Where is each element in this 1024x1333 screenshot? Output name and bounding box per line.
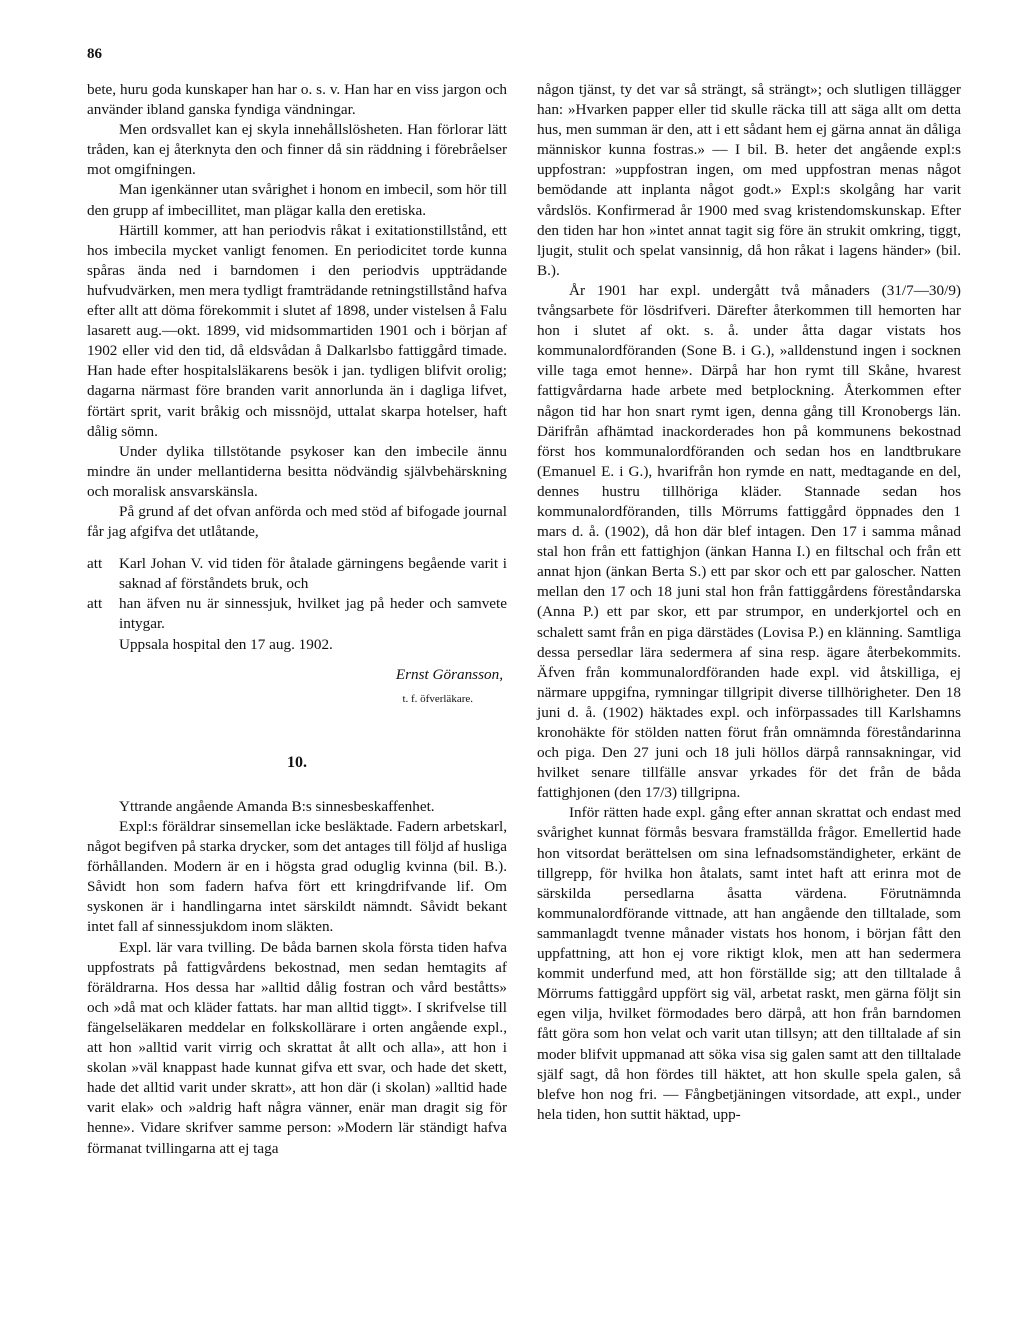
conclusion-att: att xyxy=(87,555,103,573)
conclusion-item xyxy=(87,554,507,594)
paragraph: bete, huru goda kunskaper han har o. s. v. Han har en viss jargon och använder ibland ganska fyndiga vändningar. xyxy=(87,81,507,119)
paragraph: Expl. lär vara tvilling. De båda barnen skola första tiden hafva uppfostrats på fattigvårdens bekostnad, men sedan hemtagits af föräldrarna. Hos dessa har »alltid dålig fostran och vård beståtts» och »då mat och kläder fattats. har man alltid tiggt». I skrifvelse till fängelseläkaren meddelar en folkskollärare i orten angående expl., att hon »alltid varit virrig och skrattat åt allt och alla», att hon i skolan »väl knappast hade kunnat gifva ett svar, och hade det skett, hade det alltid varit under skratt», att hon där (i skolan) »alltid hade varit elak» och »aldrig haft några vänner, enär man dragit sig för henne». Vidare skrifver samme person: »Modern lär ständigt hafva förmanat tvillingarna att ej taga xyxy=(87,938,507,1157)
paragraph: På grund af det ofvan anförda och med stöd af bifogade journal får jag afgifva det utlåtande, xyxy=(87,502,507,541)
paragraph: Expl:s föräldrar sinsemellan icke besläktade. Fadern arbetskarl, något begifven på starka drycker, som det antages till följd af husliga förhållanden. Modern är en i högsta grad oduglig kvinna (bil. B.). Såvidt hon som fadern hafva fört ett kringdrifvande lif. Om syskonen är i handlingarna intet särskildt nämndt. Såvidt bekant intet fall af sinnessjukdom inom släkten. xyxy=(87,818,507,936)
paragraph: Man igenkänner utan svårighet i honom en imbecil, som hör till den grupp af imbecillitet, man plägar kalla den eretiska. xyxy=(87,181,507,219)
paragraph: Inför rätten hade expl. gång efter annan skrattat och endast med svårighet kunnat förmås besvara framställda frågor. Emellertid hade hon vitsordat berättelsen om sina lefnadsomständigheter, erkänt de tillgrepp, för hvilka hon åtalats, samt intet haft att erinra mot de särskilda persedlarna åsatta värdena. Förutnämnda kommunalordförande vittnade, att han angående den tilltalade, som sammanlagdt tvenne månader vistats hos honom, i början fått den uppfattning, att hon ej vore riktigt klok, men att han sedermera kommit underfund med, att hon förställde sig; att den tilltalade å Mörrums fattiggård uppfört sig väl, arbetat raskt, men gärna följt sin egen vilja, hvilket förmodades bero därpå, att hon från barndomen fått göra som hon velat och varit utan tillsyn; att den tilltalade af sin moder blifvit uppmanad att söka visa sig galen samt att den tilltalade själf sagt, då hon fördes till häktet, att hon skulle spela galen, så blefve hon nog fri. — Fångbetjäningen vitsordade, att expl., under hela tiden, hon suttit häktad, upp- xyxy=(537,804,961,1123)
signature xyxy=(87,665,507,709)
place-date: Uppsala hospital den 17 aug. 1902. xyxy=(119,635,333,653)
paragraph: År 1901 har expl. undergått två månaders (31/7—30/9) tvångsarbete för lösdrifveri. Därefter återkommen till hemorten har hon i slutet af okt. s. å. under åtta dagar vistats hos kommunalordföranden (Sone B. i G.), »alldenstund ingen i socknen ville taga emot henne». Därpå har hon rymt till Skåne, hvarest fattigvårdarna hade arbete med betplockning. Återkommen efter någon tid har hon snart rymt igen, denna gång till Kronobergs län. Därifrån afhämtad inackorderades hon på kommunens bekostnad först hos kommunalordföranden och sedan hos en landtbrukare (Emanuel E. i G.), hvarifrån hon rymde en natt, medtagande en del, dennes hustru tillhöriga kläder. Stannade sedan hos kommunalordföranden, tills Mörrums fattiggård öppnades den 1 mars d. å. (1902), då hon där blef intagen. Den 17 i samma månad stal hon från ett fattighjon (änkan Hanna I.) en filtschal och från ett annat hjon (änkan Berta S.) ett par skor och ett par galoscher. Natten mellan den 17 och 18 juni stal hon från fattiggårdens föreståndarska (Anna P.) ett par skor, ett par strumpor, en underkjortel och en schalett samt från en piga därstädes (Lovisa P.) en klänning. Samtliga dessa persedlar lära sedermera af sina resp. ägare återbekommits. Äfven från kommunalordföranden hade expl. vid åtskilliga, ej närmare uppgifna, rymningar tillgripit diverse tillhörigheter. Den 18 juni d. å. (1902) häktades expl. och införpassades till Karlshamns kronohäkte för stölden natten förut från omnämnda föreståndarinna och piga. Den 27 juni och 18 juli höllos därpå rannsakningar, vid hvilket senare tillfälle ansvar yrkades för det från de båda fattighjonen (den 17/3) tillgripna. xyxy=(537,281,961,802)
conclusion-att: att xyxy=(87,595,103,613)
case-number: 10. xyxy=(287,753,307,771)
conclusion-text: han äfven nu är sinnessjuk, hvilket jag på heder och samvete intygar. xyxy=(119,595,507,633)
signature-title: t. f. öfverläkare. xyxy=(402,692,473,705)
page-number: 86 xyxy=(87,46,102,62)
signature-name: Ernst Göransson, xyxy=(395,665,503,683)
conclusion-item xyxy=(87,594,507,634)
conclusion-text: Karl Johan V. vid tiden för åtalade gärningens begående varit i saknad af förståndets bruk, och xyxy=(119,555,507,593)
right-column xyxy=(537,80,961,1125)
left-column xyxy=(87,80,507,1159)
paragraph: Under dylika tillstötande psykoser kan den imbecile ännu mindre än under mellantiderna besitta nödvändig självbehärskning och moralisk ansvarskänsla. xyxy=(87,442,507,500)
paragraph: Härtill kommer, att han periodvis råkat i exitationstillstånd, ett hos imbecila mycket vanligt fenomen. En periodicitet torde kunna spåras ända ned i barndomen i den periodvis uppträdande hufvudvärken, men mera tydligt framträdande retningstillstånd hafva efter allt att döma förekommit i slutet af 1898, under vistelsen å Falu lasarett aug.—okt. 1899, vid midsommartiden 1901 och i början af 1902 eller vid den tid, då eldsvådan å Dalkarlsbo fattiggård timade. Han hade efter hospitalsläkarens besök i jan. tydligen blifvit orolig; dagarna närmast före branden varit annorlunda än i dagliga lifvet, förtärt sprit, varit bråkig och missnöjd, uttalat skarpa hotelser, haft dålig sömn. xyxy=(87,221,507,440)
paragraph: någon tjänst, ty det var så strängt, så strängt»; och slutligen tillägger han: »Hvarken papper eller tid skulle räcka till att säga allt om detta hus, men summan är den, att i ett sådant hem ej gärna annat än dåliga människor kunna fostras.» — I bil. B. heter det angående expl:s uppfostran: »uppfostran ingen, om med uppfostran menas något bemödande att inplanta något godt.» Expl:s skolgång har varit vårdslös. Konfirmerad år 1900 med svag kristendomskunskap. Efter den tiden har hon »intet annat tagit sig före än strukit omkring, tiggt, ljugit, stulit och spelat vansinnig, då hon råkat i lagens händer» (bil. B.). xyxy=(537,81,961,279)
case-heading: Yttrande angående Amanda B:s sinnesbeskaffenhet. xyxy=(119,797,435,815)
paragraph: Men ordsvallet kan ej skyla innehållslösheten. Han förlorar lätt tråden, kan ej återknyta den och finner då sin räddning i förebråelser mot omgifningen. xyxy=(87,121,507,179)
